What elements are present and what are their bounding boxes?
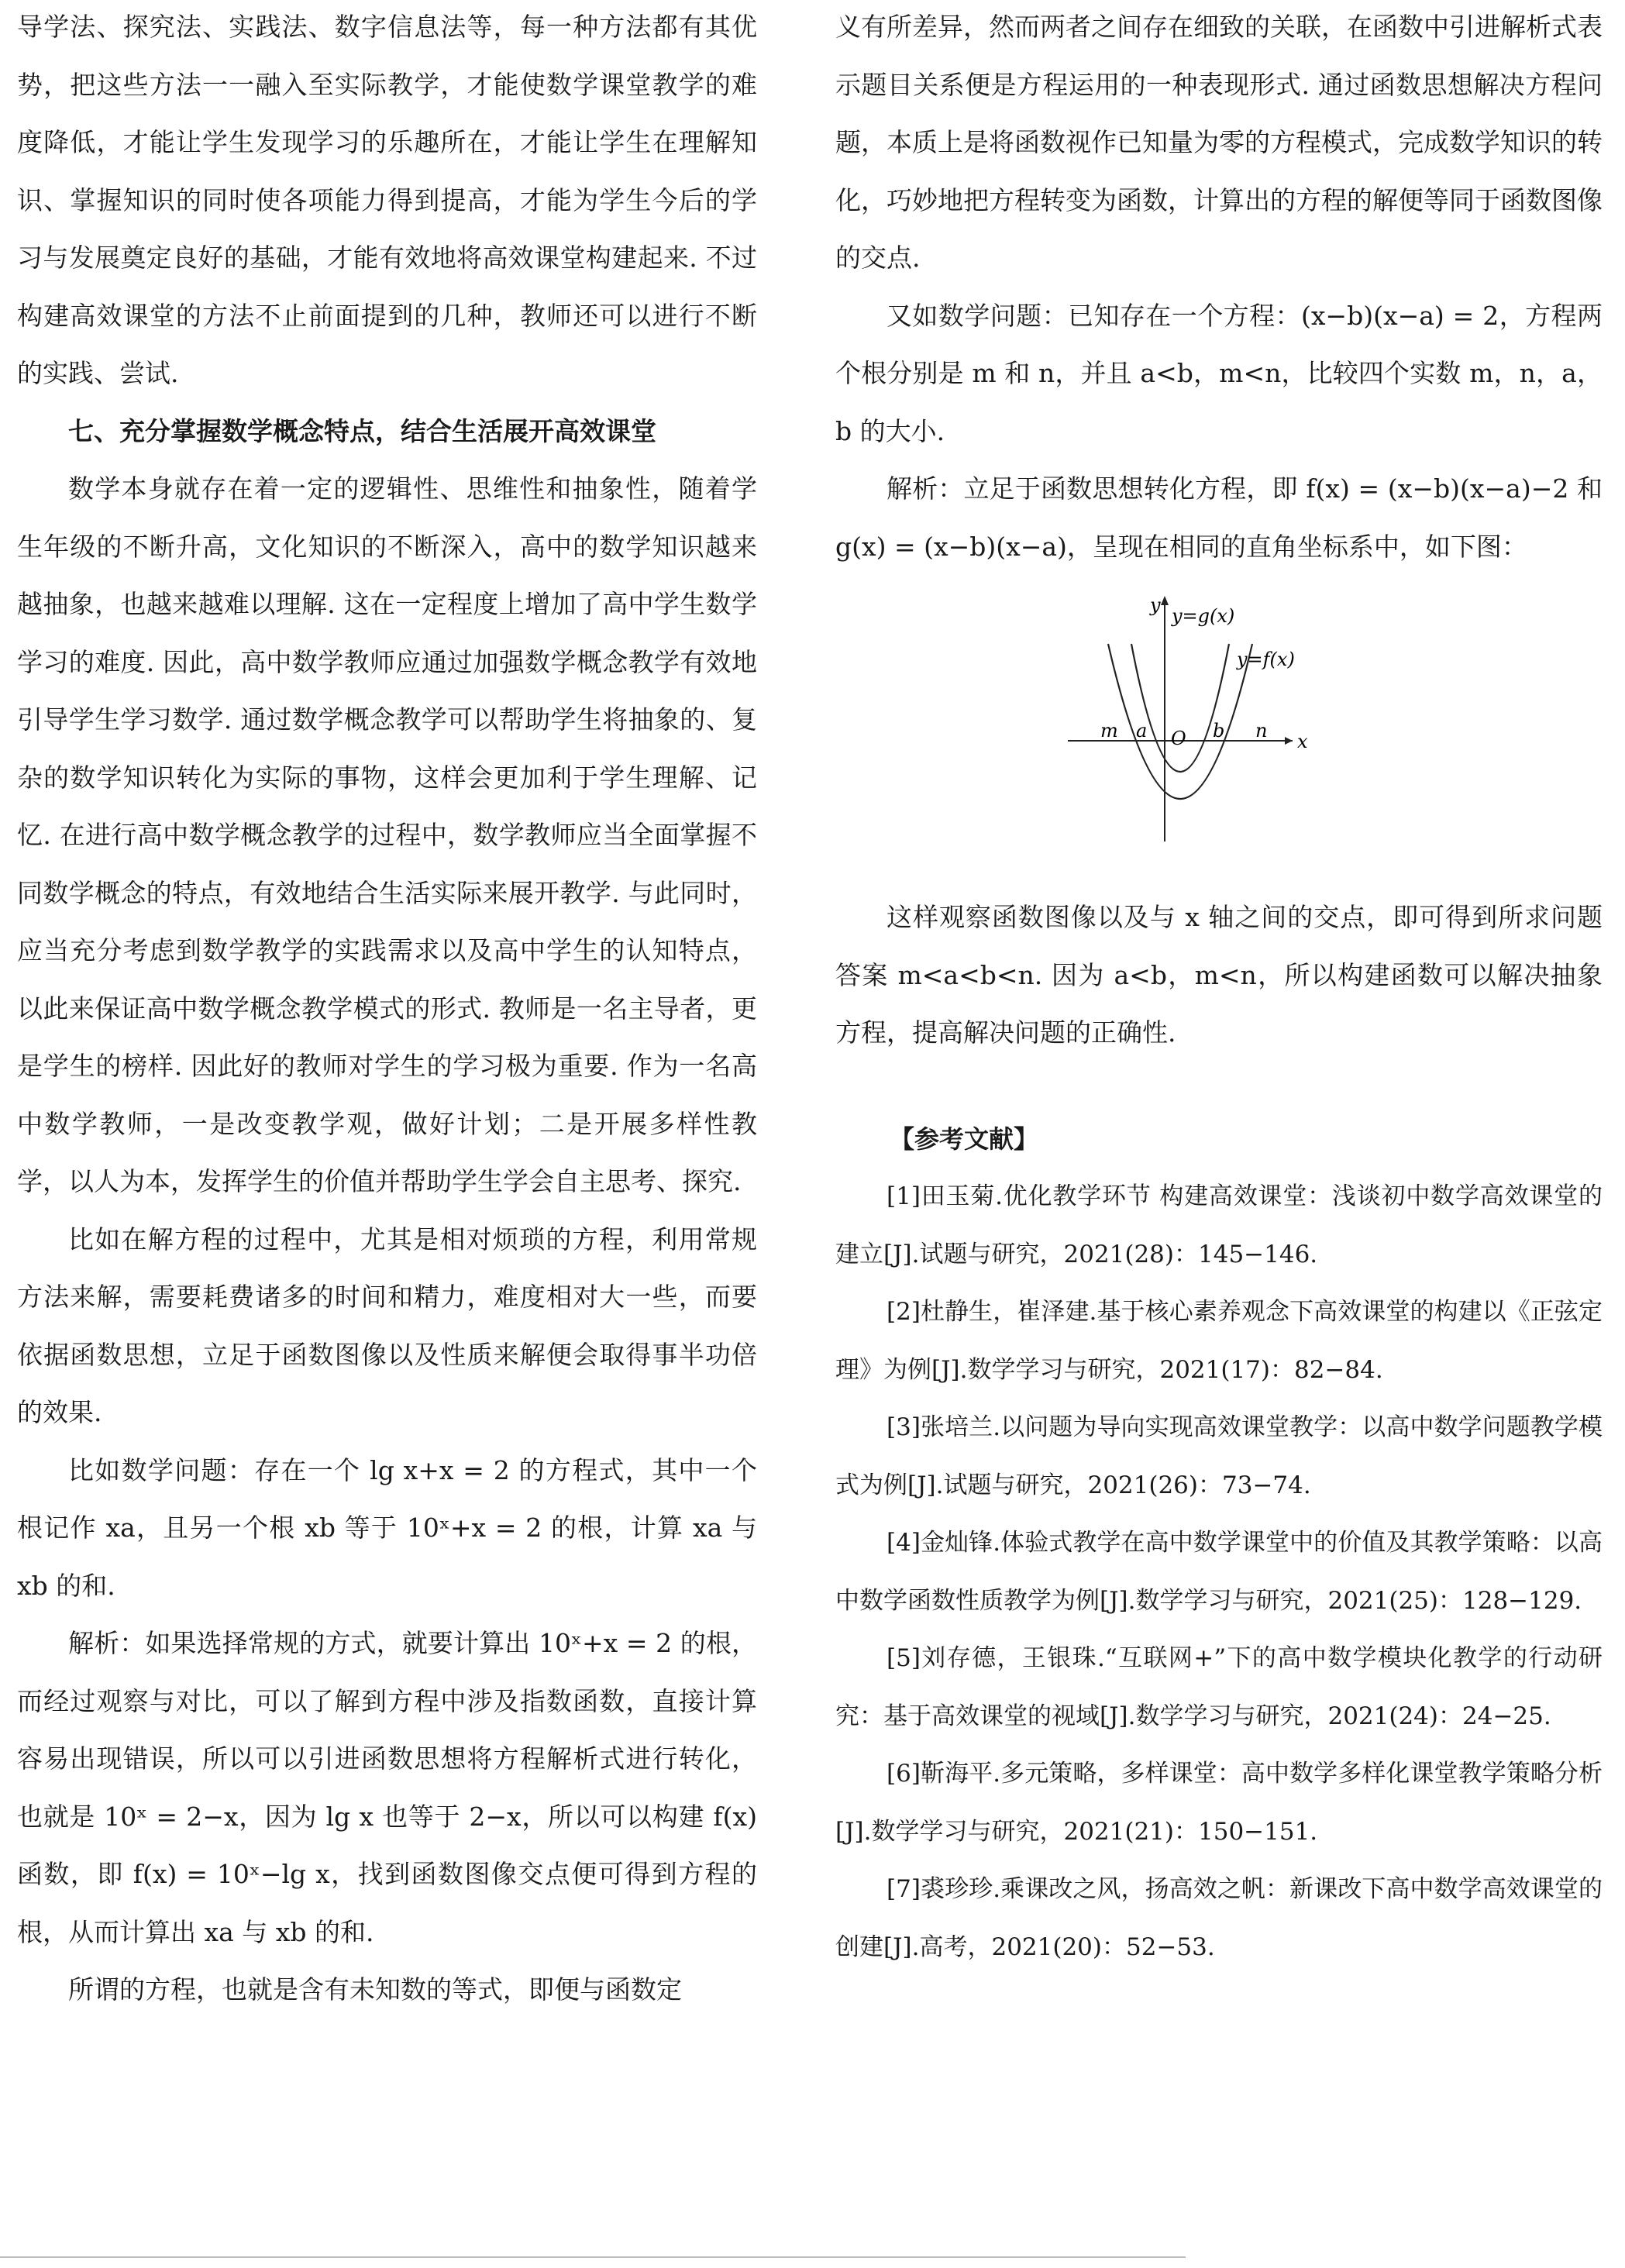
x-axis-arrow <box>1285 737 1293 745</box>
reference-item: [6]靳海平.多元策略，多样课堂：高中数学多样化课堂教学策略分析[J].数学学习与研究，2021(21)：150−151. <box>835 1760 1603 1846</box>
y-axis-label: y <box>1150 594 1161 616</box>
m-label: m <box>1100 720 1118 742</box>
paragraph: 导学法、探究法、实践法、数字信息法等，每一种方法都有其优势，把这些方法一一融入至实际教学，才能使数学课堂教学的难度降低，才能让学生发现学习的乐趣所在，才能让学生在理解知识、掌握知识的同时使各项能力得到提高，才能为学生今后的学习与发展奠定良好的基础，才能有效地将高效课堂构建起来. 不过构建高效课堂的方法不止前面提到的几种，教师还可以进行不断的实践、尝试. <box>17 12 757 388</box>
curve-f <box>1108 644 1252 799</box>
n-label: n <box>1255 720 1268 742</box>
curve-g <box>1131 644 1229 772</box>
paragraph: 又如数学问题：已知存在一个方程：(x−b)(x−a) = 2，方程两个根分别是 m 和 n，并且 a<b，m<n，比较四个实数 m，n，a，b 的大小. <box>835 300 1603 446</box>
footer-rule <box>0 2256 1186 2258</box>
graph-svg <box>1060 590 1339 845</box>
y-axis-arrow <box>1161 596 1169 605</box>
paragraph: 解析：立足于函数思想转化方程，即 f(x) = (x−b)(x−a)−2 和 g(x) = (x−b)(x−a)，呈现在相同的直角坐标系中，如下图： <box>835 473 1603 562</box>
reference-item: [5]刘存德，王银珠.“互联网+”下的高中数学模块化教学的行动研究：基于高效课堂的视域[J].数学学习与研究，2021(24)：24−25. <box>835 1644 1603 1730</box>
right-column <box>835 0 1603 1976</box>
paragraph: 数学本身就存在着一定的逻辑性、思维性和抽象性，随着学生年级的不断升高，文化知识的不断深入，高中的数学知识越来越抽象，也越来越难以理解. 这在一定程度上增加了高中学生数学学习的难度. 因此，高中数学教师应通过加强数学概念教学有效地引导学生学习数学. 通过数学概念教学可以帮助学生将抽象的、复杂的数学知识转化为实际的事物，这样会更加利于学生理解、记忆. 在进行高中数学概念教学的过程中，数学教师应当全面掌握不同数学概念的特点，有效地结合生活实际来展开教学. 与此同时，应当充分考虑到数学教学的实践需求以及高中学生的认知特点，以此来保证高中数学概念教学模式的形式. 教师是一名主导者，更是学生的榜样. 因此好的教师对学生的学习极为重要. 作为一名高中数学教师，一是改变教学观，做好计划；二是开展多样性教学，以人为本，发挥学生的价值并帮助学生学会自主思考、探究. <box>17 473 757 1196</box>
origin-label: O <box>1171 728 1186 749</box>
f-curve-label: y=f(x) <box>1237 649 1295 670</box>
a-label: a <box>1136 720 1148 742</box>
paragraph: 比如数学问题：存在一个 lg x+x = 2 的方程式，其中一个根记作 xa，且另一个根 xb 等于 10ˣ+x = 2 的根，计算 xa 与 xb 的和. <box>17 1454 757 1601</box>
paragraph: 解析：如果选择常规的方式，就要计算出 10ˣ+x = 2 的根，而经过观察与对比，可以了解到方程中涉及指数函数，直接计算容易出现错误，所以可以引进函数思想将方程解析式进行转化，也就是 10ˣ = 2−x，因为 lg x 也等于 2−x，所以可以构建 f(x) 函数，即 f(x) = 10ˣ−lg x，找到函数图像交点便可得到方程的根，从而计算出 xa 与 xb 的和. <box>17 1628 758 1947</box>
paragraph: 这样观察函数图像以及与 x 轴之间的交点，即可得到所求问题答案 m<a<b<n. 因为 a<b，m<n，所以构建函数可以解决抽象方程，提高解决问题的正确性. <box>835 902 1603 1048</box>
left-column <box>17 0 757 2019</box>
reference-item: [4]金灿锋.体验式教学在高中数学课堂中的价值及其教学策略：以高中数学函数性质教学为例[J].数学学习与研究，2021(25)：128−129. <box>835 1529 1603 1615</box>
reference-item: [2]杜静生，崔泽建.基于核心素养观念下高效课堂的构建以《正弦定理》为例[J].数学学习与研究，2021(17)：82−84. <box>835 1298 1603 1384</box>
section-heading: 七、充分掌握数学概念特点，结合生活展开高效课堂 <box>68 415 656 446</box>
paragraph: 所谓的方程，也就是含有未知数的等式，即便与函数定 <box>68 1974 682 2005</box>
reference-item: [1]田玉菊.优化教学环节 构建高效课堂：浅谈初中数学高效课堂的建立[J].试题与研究，2021(28)：145−146. <box>835 1182 1603 1268</box>
g-curve-label: y=g(x) <box>1172 605 1235 627</box>
function-graph-figure <box>835 590 1603 876</box>
paragraph: 比如在解方程的过程中，尤其是相对烦琐的方程，利用常规方法来解，需要耗费诸多的时间和精力，难度相对大一些，而要依据函数思想，立足于函数图像以及性质来解便会取得事半功倍的效果. <box>17 1223 757 1427</box>
reference-item: [3]张培兰.以问题为导向实现高效课堂教学：以高中数学问题教学模式为例[J].试题与研究，2021(26)：73−74. <box>835 1413 1603 1499</box>
b-label: b <box>1213 720 1225 742</box>
references-title: 【参考文献】 <box>890 1124 1039 1154</box>
x-axis-label: x <box>1297 731 1308 752</box>
paragraph: 义有所差异，然而两者之间存在细致的关联，在函数中引进解析式表示题目关系便是方程运用的一种表现形式. 通过函数思想解决方程问题，本质上是将函数视作已知量为零的方程模式，完成数学知识的转化，巧妙地把方程转变为函数，计算出的方程的解便等同于函数图像的交点. <box>835 12 1603 273</box>
reference-item: [7]裘珍珍.乘课改之风，扬高效之帆：新课改下高中数学高效课堂的创建[J].高考，2021(20)：52−53. <box>835 1875 1603 1961</box>
